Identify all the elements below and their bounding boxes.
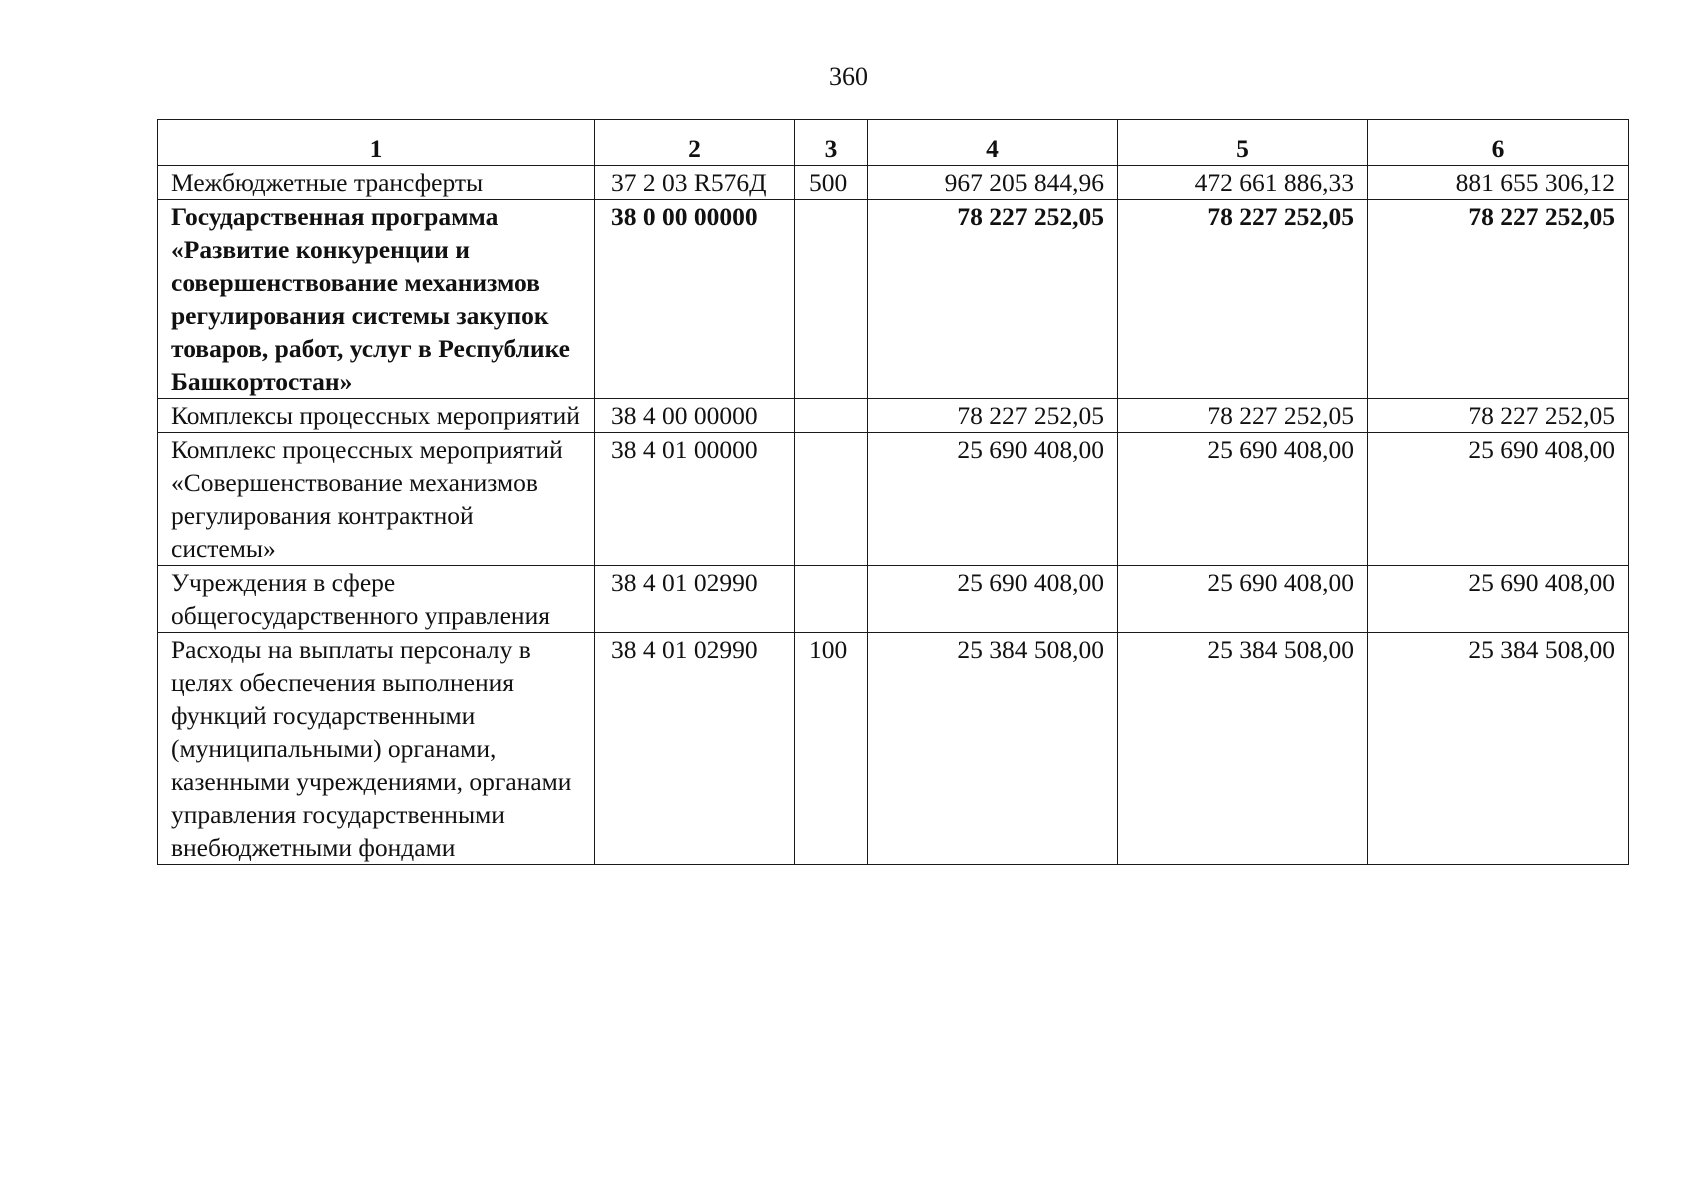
row-expense-type: 100 [795, 633, 868, 865]
budget-table [157, 119, 1629, 865]
row-name: Комплекс процессных мероприятий «Совершенствование механизмов регулирования контрактной системы» [158, 433, 595, 566]
row-value-col6: 25 690 408,00 [1368, 566, 1629, 633]
header-cell-6: 6 [1368, 120, 1629, 166]
row-expense-type [795, 566, 868, 633]
row-name: Учреждения в сфере общегосударственного управления [158, 566, 595, 633]
row-value-col4: 25 690 408,00 [868, 566, 1118, 633]
row-value-col5: 78 227 252,05 [1118, 399, 1368, 433]
table-row [158, 399, 1629, 433]
row-value-col5: 472 661 886,33 [1118, 166, 1368, 200]
row-name: Государственная программа «Развитие конкуренции и совершенствование механизмов регулирования системы закупок товаров, работ, услуг в Республике Башкортостан» [158, 200, 595, 399]
row-value-col5: 25 690 408,00 [1118, 433, 1368, 566]
row-code: 38 4 01 02990 [595, 566, 795, 633]
row-value-col6: 78 227 252,05 [1368, 399, 1629, 433]
row-name: Комплексы процессных мероприятий [158, 399, 595, 433]
table-row [158, 566, 1629, 633]
row-value-col5: 25 384 508,00 [1118, 633, 1368, 865]
row-expense-type [795, 399, 868, 433]
row-code: 38 4 00 00000 [595, 399, 795, 433]
header-cell-1: 1 [158, 120, 595, 166]
header-cell-5: 5 [1118, 120, 1368, 166]
row-code: 38 0 00 00000 [595, 200, 795, 399]
row-expense-type [795, 433, 868, 566]
row-value-col6: 881 655 306,12 [1368, 166, 1629, 200]
table-row [158, 433, 1629, 566]
header-cell-4: 4 [868, 120, 1118, 166]
row-expense-type: 500 [795, 166, 868, 200]
header-cell-2: 2 [595, 120, 795, 166]
row-code: 37 2 03 R576Д [595, 166, 795, 200]
row-value-col5: 25 690 408,00 [1118, 566, 1368, 633]
table-row [158, 166, 1629, 200]
row-value-col6: 78 227 252,05 [1368, 200, 1629, 399]
row-value-col4: 78 227 252,05 [868, 399, 1118, 433]
page-number: 360 [829, 62, 868, 91]
header-row [158, 120, 1629, 166]
row-value-col4: 25 690 408,00 [868, 433, 1118, 566]
row-expense-type [795, 200, 868, 399]
row-value-col5: 78 227 252,05 [1118, 200, 1368, 399]
row-name: Расходы на выплаты персоналу в целях обеспечения выполнения функций государственными (муниципальными) органами, казенными учреждениями, органами управления государственными внебюджетными фондами [158, 633, 595, 865]
row-code: 38 4 01 02990 [595, 633, 795, 865]
row-value-col6: 25 384 508,00 [1368, 633, 1629, 865]
row-value-col4: 967 205 844,96 [868, 166, 1118, 200]
row-value-col6: 25 690 408,00 [1368, 433, 1629, 566]
row-name: Межбюджетные трансферты [158, 166, 595, 200]
header-cell-3: 3 [795, 120, 868, 166]
table-row-program [158, 200, 1629, 399]
table-body [158, 166, 1629, 865]
row-value-col4: 78 227 252,05 [868, 200, 1118, 399]
table-row [158, 633, 1629, 865]
row-code: 38 4 01 00000 [595, 433, 795, 566]
table-header [158, 120, 1629, 166]
row-value-col4: 25 384 508,00 [868, 633, 1118, 865]
